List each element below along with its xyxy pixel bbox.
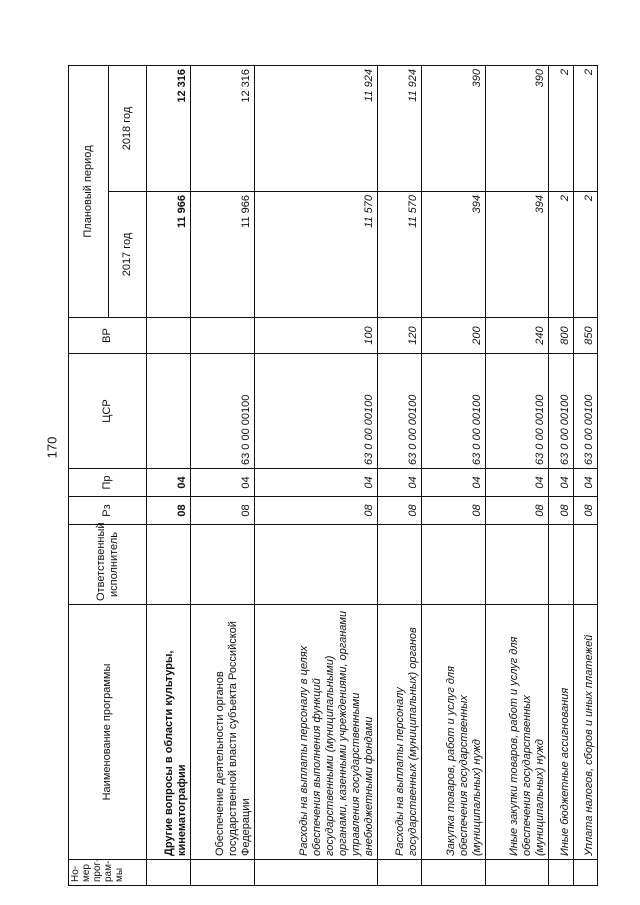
row-responsible-cell xyxy=(421,525,485,605)
row-2018-cell: 390 xyxy=(485,66,549,192)
row-csr-cell: 63 0 00 00100 xyxy=(421,354,485,469)
row-vr-cell: 200 xyxy=(421,318,485,354)
row-rz-cell: 08 xyxy=(377,497,421,525)
table-row xyxy=(485,66,549,886)
row-pr-cell: 04 xyxy=(147,469,191,497)
rotated-table-container xyxy=(68,66,598,886)
row-csr-cell: 63 0 00 00100 xyxy=(377,354,421,469)
row-num-cell xyxy=(421,860,485,886)
page-number: 170 xyxy=(44,436,60,459)
table-row xyxy=(421,66,485,886)
header-csr: ЦСР xyxy=(69,354,147,469)
row-num-cell xyxy=(573,860,597,886)
row-2018-cell: 11 924 xyxy=(377,66,421,192)
table-row xyxy=(147,66,191,886)
table-row xyxy=(254,66,377,886)
row-2018-cell: 12 316 xyxy=(147,66,191,192)
row-vr-cell: 800 xyxy=(549,318,573,354)
header-num: Но-мер прог-рам-мы xyxy=(69,860,147,886)
header-responsible: Ответственный исполнитель xyxy=(69,525,147,605)
header-planned-period: Плановый период xyxy=(69,66,109,318)
row-2018-cell: 2 xyxy=(573,66,597,192)
table-row xyxy=(549,66,573,886)
header-rz: Рз xyxy=(69,497,147,525)
row-rz-cell: 08 xyxy=(485,497,549,525)
header-row-1 xyxy=(69,66,109,886)
row-csr-cell: 63 0 00 00100 xyxy=(485,354,549,469)
row-vr-cell: 100 xyxy=(254,318,377,354)
row-name-cell: Расходы на выплаты персоналу в целях обеспечения выполнения функций государственными (муниципальными) органами, казенными учреждениями, органами управления государственными внебюджетными фондами xyxy=(254,605,377,860)
header-2018: 2018 год xyxy=(109,66,147,192)
table-body xyxy=(147,66,598,886)
table-row xyxy=(573,66,597,886)
row-vr-cell: 240 xyxy=(485,318,549,354)
header-2017: 2017 год xyxy=(109,192,147,318)
row-rz-cell: 08 xyxy=(549,497,573,525)
row-responsible-cell xyxy=(485,525,549,605)
row-name-cell: Расходы на выплаты персоналу государственных (муниципальных) органов xyxy=(377,605,421,860)
row-2017-cell: 394 xyxy=(421,192,485,318)
header-vr: ВР xyxy=(69,318,147,354)
row-csr-cell: 63 0 00 00100 xyxy=(254,354,377,469)
row-csr-cell: 63 0 00 00100 xyxy=(573,354,597,469)
row-responsible-cell xyxy=(254,525,377,605)
row-rz-cell: 08 xyxy=(421,497,485,525)
row-2018-cell: 11 924 xyxy=(254,66,377,192)
row-name-cell: Иные закупки товаров, работ и услуг для обеспечения государственных (муниципальных) нужд xyxy=(485,605,549,860)
row-vr-cell: 850 xyxy=(573,318,597,354)
row-pr-cell: 04 xyxy=(191,469,255,497)
row-pr-cell: 04 xyxy=(549,469,573,497)
budget-table xyxy=(68,65,598,886)
row-csr-cell xyxy=(147,354,191,469)
row-num-cell xyxy=(191,860,255,886)
row-rz-cell: 08 xyxy=(254,497,377,525)
row-num-cell xyxy=(485,860,549,886)
row-2017-cell: 11 570 xyxy=(254,192,377,318)
row-pr-cell: 04 xyxy=(377,469,421,497)
row-2017-cell: 11 966 xyxy=(147,192,191,318)
row-name-cell: Закупка товаров, работ и услуг для обеспечения государственных (муниципальных) нужд xyxy=(421,605,485,860)
row-rz-cell: 08 xyxy=(191,497,255,525)
row-num-cell xyxy=(254,860,377,886)
row-csr-cell: 63 0 00 00100 xyxy=(191,354,255,469)
row-pr-cell: 04 xyxy=(421,469,485,497)
row-2017-cell: 2 xyxy=(573,192,597,318)
row-2018-cell: 2 xyxy=(549,66,573,192)
row-vr-cell: 120 xyxy=(377,318,421,354)
table-row xyxy=(191,66,255,886)
row-responsible-cell xyxy=(191,525,255,605)
row-2018-cell: 12 316 xyxy=(191,66,255,192)
row-responsible-cell xyxy=(147,525,191,605)
row-csr-cell: 63 0 00 00100 xyxy=(549,354,573,469)
row-num-cell xyxy=(377,860,421,886)
row-num-cell xyxy=(147,860,191,886)
row-pr-cell: 04 xyxy=(573,469,597,497)
row-responsible-cell xyxy=(573,525,597,605)
row-pr-cell: 04 xyxy=(485,469,549,497)
row-num-cell xyxy=(549,860,573,886)
header-name: Наименование программы xyxy=(69,605,147,860)
row-name-cell: Уплата налогов, сборов и иных платежей xyxy=(573,605,597,860)
row-responsible-cell xyxy=(377,525,421,605)
row-responsible-cell xyxy=(549,525,573,605)
row-name-cell: Иные бюджетные ассигнования xyxy=(549,605,573,860)
row-pr-cell: 04 xyxy=(254,469,377,497)
row-2017-cell: 2 xyxy=(549,192,573,318)
row-rz-cell: 08 xyxy=(573,497,597,525)
row-vr-cell xyxy=(191,318,255,354)
row-rz-cell: 08 xyxy=(147,497,191,525)
table-row xyxy=(377,66,421,886)
row-2017-cell: 394 xyxy=(485,192,549,318)
row-name-cell: Другие вопросы в области культуры, кинематографии xyxy=(147,605,191,860)
row-2018-cell: 390 xyxy=(421,66,485,192)
row-2017-cell: 11 966 xyxy=(191,192,255,318)
row-2017-cell: 11 570 xyxy=(377,192,421,318)
header-pr: Пр xyxy=(69,469,147,497)
row-name-cell: Обеспечение деятельности органов государственной власти субъекта Российской Федерации xyxy=(191,605,255,860)
row-vr-cell xyxy=(147,318,191,354)
